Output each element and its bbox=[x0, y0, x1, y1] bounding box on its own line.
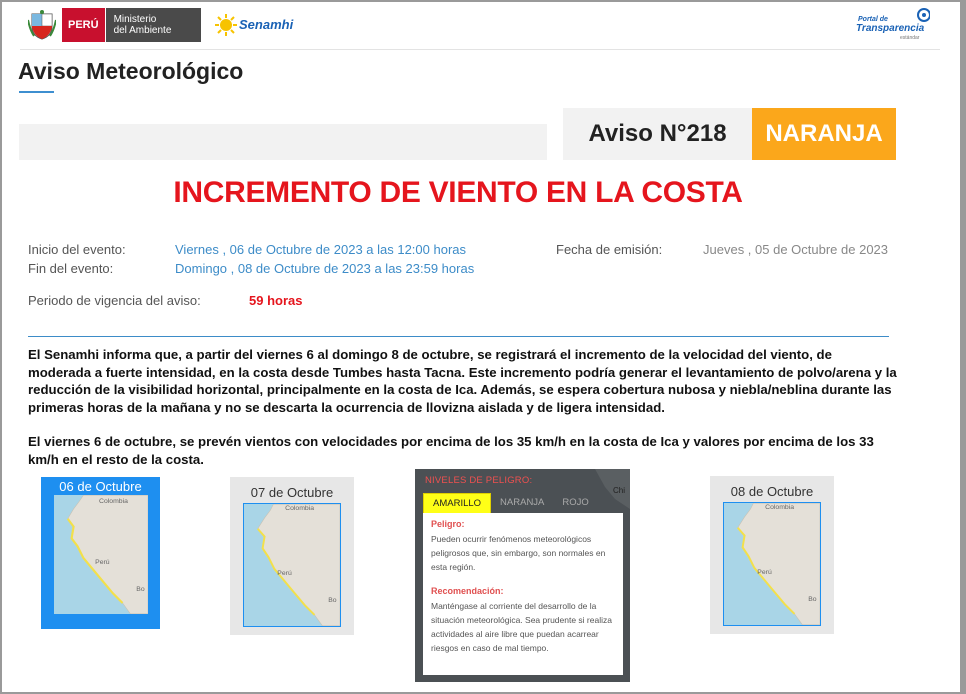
recommendation-text: Manténgase al corriente del desarrollo de la situación meteorológica. Sea prudente si realiza actividades al aire libre que puedan acarrear riesgos en caso de mal tiempo. bbox=[431, 601, 612, 653]
coat-of-arms-icon bbox=[28, 10, 56, 40]
tab-amarillo[interactable]: AMARILLO bbox=[423, 493, 491, 514]
validity-value: 59 horas bbox=[249, 293, 303, 308]
levels-title: NIVELES DE PELIGRO: bbox=[425, 475, 533, 486]
tab-rojo[interactable]: ROJO bbox=[562, 497, 589, 508]
transparency-sub-label: estándar bbox=[900, 35, 920, 41]
info-bar bbox=[19, 124, 547, 160]
map-card-label: 06 de Octubre bbox=[59, 479, 142, 494]
section-divider bbox=[28, 336, 889, 337]
svg-text:Colombia: Colombia bbox=[765, 504, 795, 512]
senamhi-logo[interactable] bbox=[215, 10, 293, 40]
map-card-08[interactable] bbox=[710, 476, 834, 634]
svg-text:Perú: Perú bbox=[757, 568, 772, 576]
danger-levels-panel bbox=[415, 469, 630, 682]
site-header bbox=[20, 6, 940, 50]
tab-naranja[interactable]: NARANJA bbox=[500, 497, 545, 508]
end-label: Fin del evento: bbox=[28, 261, 114, 276]
forecast-map bbox=[53, 494, 149, 615]
senamhi-label bbox=[239, 19, 293, 31]
forecast-map bbox=[243, 503, 341, 627]
ministry-label bbox=[105, 8, 201, 42]
levels-description bbox=[423, 513, 623, 675]
alert-level-badge: NARANJA bbox=[752, 108, 896, 160]
svg-text:Bo: Bo bbox=[808, 596, 817, 604]
transparency-label: Transparencia bbox=[856, 23, 925, 34]
title-underline bbox=[19, 91, 54, 93]
issued-value: Jueves , 05 de Octubre de 2023 bbox=[703, 242, 889, 257]
peru-ministry-logo[interactable] bbox=[28, 8, 201, 42]
window-edge bbox=[960, 0, 966, 694]
svg-text:Colombia: Colombia bbox=[99, 498, 128, 506]
svg-text:Chi: Chi bbox=[613, 486, 626, 495]
sun-icon bbox=[215, 14, 237, 36]
svg-text:Bo: Bo bbox=[136, 586, 145, 594]
alert-headline: INCREMENTO DE VIENTO EN LA COSTA bbox=[173, 176, 743, 209]
senamhi-name: Senamhi bbox=[239, 17, 294, 32]
danger-text: Pueden ocurrir fenómenos meteorológicos peligrosos que, sin embargo, son normales en esta región. bbox=[431, 534, 606, 572]
ministry-line1: Ministerio bbox=[113, 14, 157, 25]
danger-heading: Peligro: bbox=[431, 519, 465, 529]
transparency-small-label: Portal de bbox=[858, 16, 888, 23]
description-paragraph-2: El viernes 6 de octubre, se prevén vientos con velocidades por encima de los 35 km/h en la costa de Ica y valores por encima de los 33 km/h en el resto de la costa. bbox=[28, 434, 874, 467]
transparency-icon bbox=[912, 8, 930, 22]
issued-label: Fecha de emisión: bbox=[556, 242, 663, 257]
description-paragraph-1: El Senamhi informa que, a partir del viernes 6 al domingo 8 de octubre, se registrará el incremento de la velocidad del viento, de moderada a fuerte intensidad, en la costa desde Tumbes hasta Tacna. Este incremento podría generar el levantamiento de polvo/arena y la reducción de la visibilidad horizontal, principalmente en la costa de Ica. Además, se espera cobertura nubosa y niebla/neblina durante las primeras horas de la mañana y no se descarta la ocurrencia de llovizna aislada y de ligera intensidad. bbox=[28, 347, 897, 415]
ministry-line2: del Ambiente bbox=[113, 25, 172, 36]
svg-text:Perú: Perú bbox=[277, 569, 292, 577]
page-title: Aviso Meteorológico bbox=[18, 58, 244, 84]
forecast-map bbox=[723, 502, 821, 626]
start-label: Inicio del evento: bbox=[28, 242, 126, 257]
end-value: Domingo , 08 de Octubre de 2023 a las 23:59 horas bbox=[175, 261, 475, 276]
validity-label: Periodo de vigencia del aviso: bbox=[28, 293, 201, 308]
svg-text:Bo: Bo bbox=[328, 597, 337, 605]
aviso-number: Aviso N°218 bbox=[563, 108, 752, 160]
map-card-label: 08 de Octubre bbox=[730, 484, 814, 499]
start-value: Viernes , 06 de Octubre de 2023 a las 12:00 horas bbox=[175, 242, 467, 257]
levels-tabs bbox=[423, 493, 598, 514]
peru-label: PERÚ bbox=[62, 8, 105, 42]
transparency-portal-link[interactable] bbox=[856, 8, 936, 42]
svg-text:Perú: Perú bbox=[95, 558, 110, 566]
map-card-label: 07 de Octubre bbox=[250, 485, 334, 500]
map-card-06[interactable] bbox=[41, 477, 160, 629]
alert-description bbox=[28, 346, 898, 485]
map-card-07[interactable] bbox=[230, 477, 354, 635]
recommendation-heading: Recomendación: bbox=[431, 586, 504, 596]
svg-text:Colombia: Colombia bbox=[285, 505, 315, 513]
